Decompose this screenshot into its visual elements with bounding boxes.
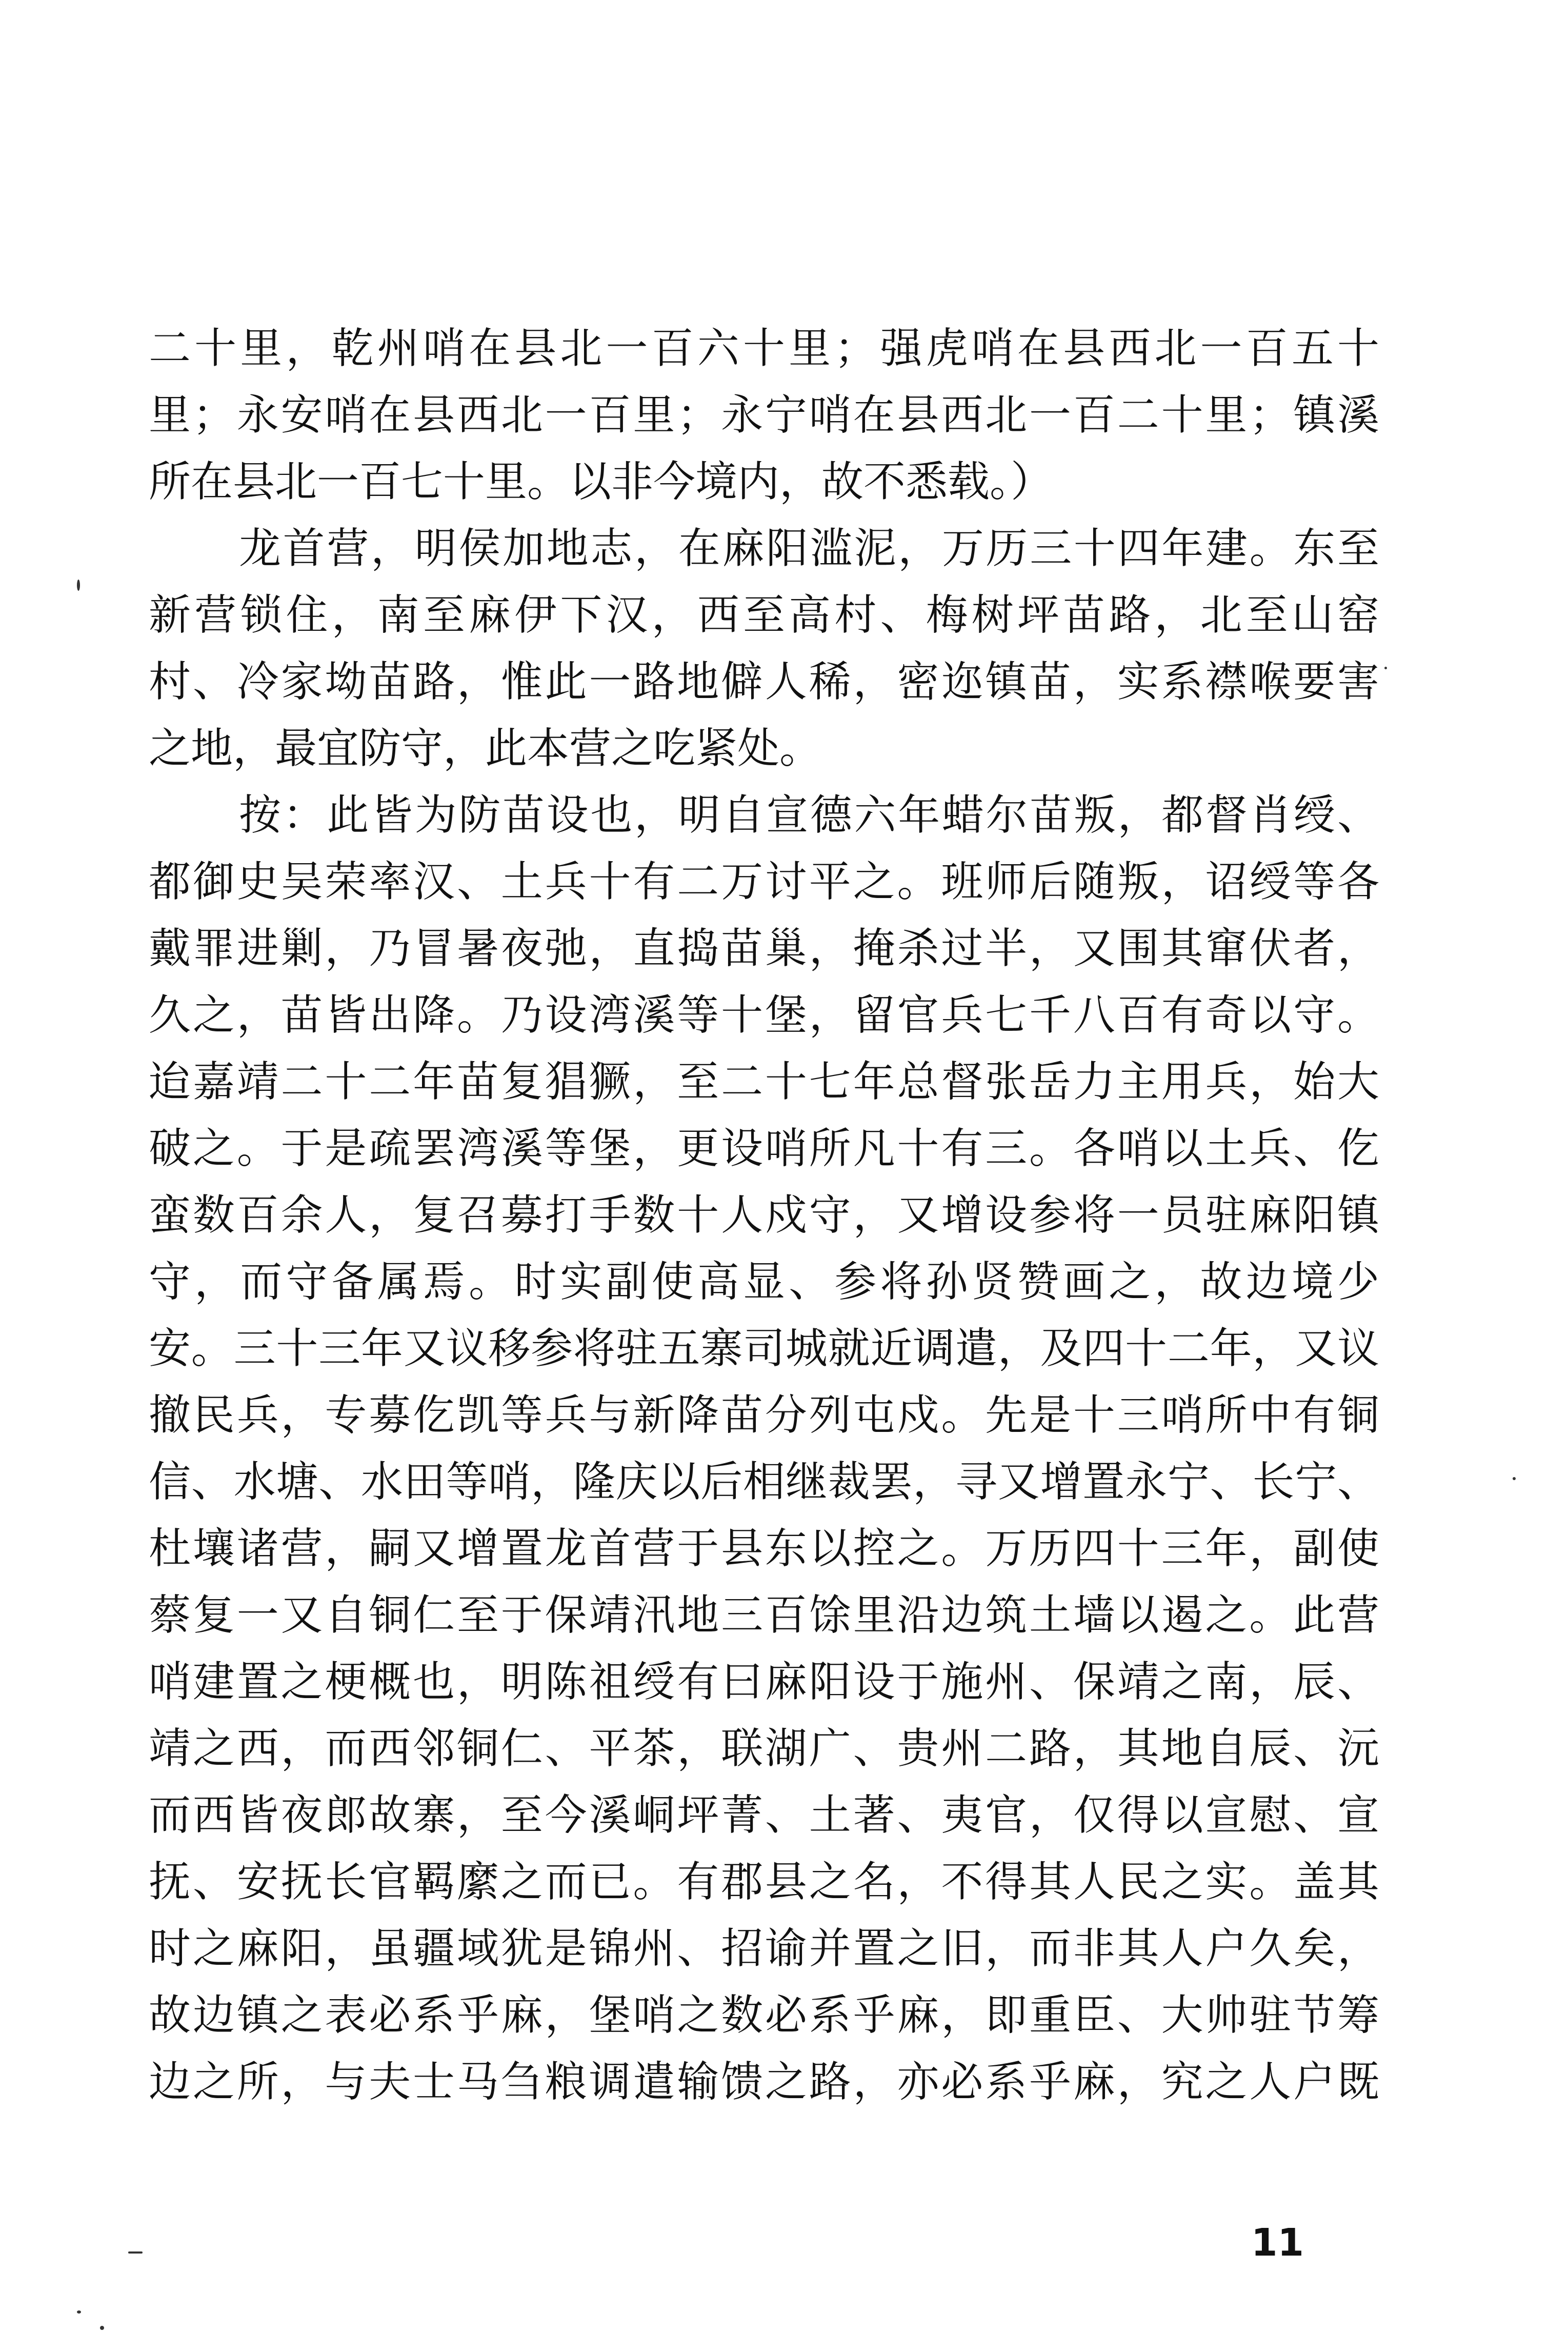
scan-speck: [100, 2326, 104, 2330]
text-line: 迨嘉靖二十二年苗复猖獗，至二十七年总督张岳力主用兵，始大: [149, 1058, 1379, 1106]
text-line: 时之麻阳，虽疆域犹是锦州、招谕并置之旧，而非其人户久矣，: [149, 1924, 1379, 1973]
text-line: 安。三十三年又议移参将驻五寨司城就近调遣，及四十二年，又议: [149, 1324, 1379, 1373]
scan-speck: [77, 2310, 81, 2314]
text-line: 信、水塘、水田等哨，隆庆以后相继裁罢，寻又增置永宁、长宁、: [149, 1458, 1379, 1506]
text-line: 蔡复一又自铜仁至于保靖汛地三百馀里沿边筑土墙以遏之。此营: [149, 1591, 1379, 1640]
text-line: 撤民兵，专募仡凯等兵与新降苗分列屯戍。先是十三哨所中有铜: [149, 1391, 1379, 1440]
text-line: 都御史吴荣率汉、土兵十有二万讨平之。班师后随叛，诏绶等各: [149, 858, 1379, 906]
scan-speck: [1384, 667, 1387, 669]
text-line: 二十里，乾州哨在县北一百六十里；强虎哨在县西北一百五十: [149, 324, 1379, 373]
page-number: 11: [1251, 2221, 1304, 2265]
text-line: 守，而守备属焉。时实副使高显、参将孙贤赞画之，故边境少: [149, 1258, 1379, 1306]
scan-speck: [128, 2251, 143, 2254]
paragraph-first-line: 按：此皆为防苗设也，明自宣德六年蜡尔苗叛，都督肖绶、: [239, 791, 1379, 840]
paragraph-first-line: 龙首营，明侯加地志，在麻阳滥泥，万历三十四年建。东至: [239, 524, 1379, 573]
text-line: 杜壤诸营，嗣又增置龙首营于县东以控之。万历四十三年，副使: [149, 1524, 1379, 1573]
text-line: 村、冷家坳苗路，惟此一路地僻人稀，密迩镇苗，实系襟喉要害: [149, 657, 1379, 706]
text-line: 之地，最宜防守，此本营之吃紧处。: [149, 724, 822, 773]
text-line: 而西皆夜郎故寨，至今溪峒坪菁、土著、夷官，仅得以宣慰、宣: [149, 1791, 1379, 1840]
scan-speck: [1513, 1477, 1516, 1480]
text-line: 故边镇之表必系乎麻，堡哨之数必系乎麻，即重臣、大帅驻节筹: [149, 1991, 1379, 2040]
text-line: 蛮数百余人，复召募打手数十人戍守，又增设参将一员驻麻阳镇: [149, 1191, 1379, 1240]
scan-speck: [77, 580, 80, 591]
text-line: 边之所，与夫士马刍粮调遣输馈之路，亦必系乎麻，究之人户既: [149, 2058, 1379, 2106]
text-line: 破之。于是疏罢湾溪等堡，更设哨所凡十有三。各哨以土兵、仡: [149, 1124, 1379, 1173]
text-line: 新营锁住，南至麻伊下汉，西至高村、梅树坪苗路，北至山窑: [149, 591, 1379, 640]
text-line: 久之，苗皆出降。乃设湾溪等十堡，留官兵七千八百有奇以守。: [149, 991, 1379, 1040]
body-text: [149, 315, 1379, 2116]
text-line: 里；永安哨在县西北一百里；永宁哨在县西北一百二十里；镇溪: [149, 391, 1379, 440]
text-line: 靖之西，而西邻铜仁、平茶，联湖广、贵州二路，其地自辰、沅: [149, 1724, 1379, 1773]
text-line: 哨建置之梗概也，明陈祖绶有曰麻阳设于施州、保靖之南，辰、: [149, 1658, 1379, 1706]
text-line: 所在县北一百七十里。以非今境内，故不悉载。）: [149, 457, 1053, 506]
text-line: 抚、安抚长官羁縻之而已。有郡县之名，不得其人民之实。盖其: [149, 1858, 1379, 1906]
text-line: 戴罪进剿，乃冒暑夜弛，直捣苗巢，掩杀过半，又围其窜伏者，: [149, 924, 1379, 973]
